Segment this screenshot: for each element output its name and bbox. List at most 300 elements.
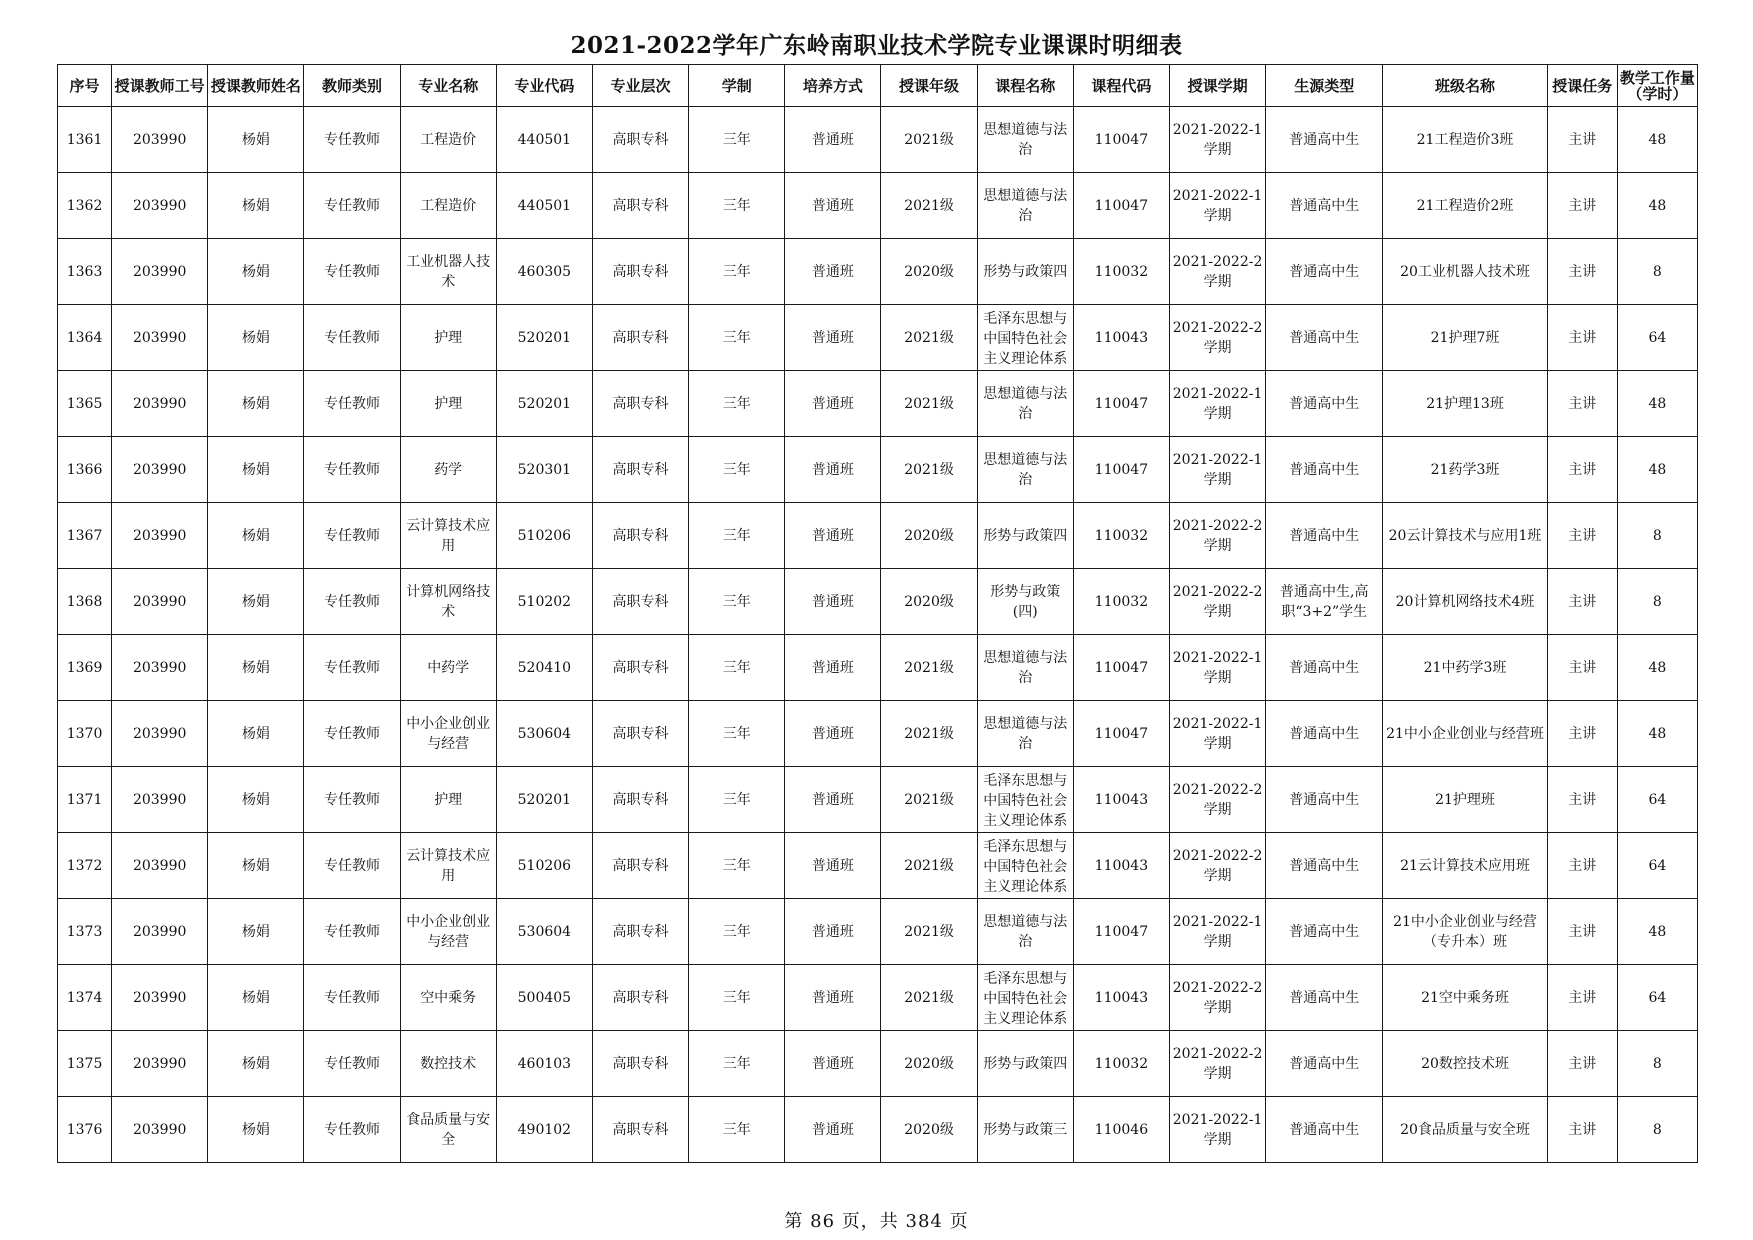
cell-course-code: 110032 xyxy=(1073,239,1169,305)
cell-teacher-id: 203990 xyxy=(112,833,208,899)
cell-teacher-category: 专任教师 xyxy=(304,1097,400,1163)
cell-major-code: 510206 xyxy=(496,833,592,899)
cell-schooling-length: 三年 xyxy=(689,437,785,503)
cell-grade: 2021级 xyxy=(881,965,977,1031)
course-name-text: 思想道德与法治 xyxy=(983,385,1068,422)
cell-course-name xyxy=(977,503,1073,569)
table-row xyxy=(58,437,1698,503)
cell-semester: 2021-2022-2学期 xyxy=(1169,569,1265,635)
cell-major-name: 护理 xyxy=(400,371,496,437)
cell-schooling-length: 三年 xyxy=(689,305,785,371)
cell-teacher-name: 杨娟 xyxy=(208,107,304,173)
cell-grade: 2021级 xyxy=(881,371,977,437)
cell-teaching-task: 主讲 xyxy=(1547,1031,1617,1097)
cell-grade: 2021级 xyxy=(881,767,977,833)
cell-semester: 2021-2022-2学期 xyxy=(1169,503,1265,569)
cell-workload-hours: 48 xyxy=(1617,899,1697,965)
cell-schooling-length: 三年 xyxy=(689,371,785,437)
table-row xyxy=(58,305,1698,371)
column-header-course-name: 课程名称 xyxy=(977,65,1073,107)
cell-major-name: 中小企业创业与经营 xyxy=(400,899,496,965)
cell-major-code: 520201 xyxy=(496,767,592,833)
cell-student-source: 普通高中生 xyxy=(1266,239,1383,305)
column-header-class-name: 班级名称 xyxy=(1383,65,1547,107)
table-row xyxy=(58,899,1698,965)
cell-schooling-length: 三年 xyxy=(689,899,785,965)
cell-class-name: 21中药学3班 xyxy=(1383,635,1547,701)
cell-serial-no: 1369 xyxy=(58,635,112,701)
cell-student-source: 普通高中生 xyxy=(1266,635,1383,701)
cell-teacher-category: 专任教师 xyxy=(304,305,400,371)
cell-major-level: 高职专科 xyxy=(592,305,688,371)
cell-student-source: 普通高中生 xyxy=(1266,965,1383,1031)
course-name-text: 毛泽东思想与中国特色社会主义理论体系 xyxy=(983,310,1068,367)
cell-workload-hours: 64 xyxy=(1617,965,1697,1031)
cell-course-name xyxy=(977,899,1073,965)
course-name-text: 形势与政策四 xyxy=(983,263,1068,280)
cell-student-source: 普通高中生 xyxy=(1266,701,1383,767)
cell-teacher-id: 203990 xyxy=(112,305,208,371)
cell-workload-hours: 8 xyxy=(1617,569,1697,635)
column-header-workload-hours: 教学工作量（学时） xyxy=(1617,65,1697,107)
cell-student-source: 普通高中生 xyxy=(1266,899,1383,965)
cell-schooling-length: 三年 xyxy=(689,503,785,569)
cell-major-level: 高职专科 xyxy=(592,635,688,701)
cell-teacher-id: 203990 xyxy=(112,899,208,965)
cell-serial-no: 1366 xyxy=(58,437,112,503)
course-name-text: 思想道德与法治 xyxy=(983,649,1068,686)
cell-class-name: 21中小企业创业与经营（专升本）班 xyxy=(1383,899,1547,965)
cell-grade: 2021级 xyxy=(881,701,977,767)
cell-class-name: 20云计算技术与应用1班 xyxy=(1383,503,1547,569)
cell-major-level: 高职专科 xyxy=(592,1031,688,1097)
cell-teaching-task: 主讲 xyxy=(1547,107,1617,173)
cell-course-name xyxy=(977,701,1073,767)
cell-teaching-task: 主讲 xyxy=(1547,899,1617,965)
course-name-text: 毛泽东思想与中国特色社会主义理论体系 xyxy=(983,838,1068,895)
cell-teaching-task: 主讲 xyxy=(1547,833,1617,899)
cell-course-code: 110043 xyxy=(1073,833,1169,899)
course-name-text: 思想道德与法治 xyxy=(983,913,1068,950)
column-header-teacher-name: 授课教师姓名 xyxy=(208,65,304,107)
cell-course-name xyxy=(977,1097,1073,1163)
cell-class-name: 21药学3班 xyxy=(1383,437,1547,503)
cell-course-name xyxy=(977,107,1073,173)
cell-serial-no: 1368 xyxy=(58,569,112,635)
cell-serial-no: 1361 xyxy=(58,107,112,173)
cell-serial-no: 1375 xyxy=(58,1031,112,1097)
cell-schooling-length: 三年 xyxy=(689,833,785,899)
cell-student-source: 普通高中生 xyxy=(1266,1031,1383,1097)
cell-teacher-name: 杨娟 xyxy=(208,1031,304,1097)
cell-major-name: 数控技术 xyxy=(400,1031,496,1097)
cell-major-name: 工程造价 xyxy=(400,173,496,239)
cell-teacher-name: 杨娟 xyxy=(208,701,304,767)
cell-course-code: 110046 xyxy=(1073,1097,1169,1163)
cell-teacher-name: 杨娟 xyxy=(208,239,304,305)
cell-course-name xyxy=(977,305,1073,371)
column-header-semester: 授课学期 xyxy=(1169,65,1265,107)
cell-major-name: 护理 xyxy=(400,767,496,833)
cell-teacher-name: 杨娟 xyxy=(208,305,304,371)
cell-teaching-task: 主讲 xyxy=(1547,503,1617,569)
cell-major-name: 中药学 xyxy=(400,635,496,701)
cell-student-source: 普通高中生,高职“3+2”学生 xyxy=(1266,569,1383,635)
cell-workload-hours: 48 xyxy=(1617,371,1697,437)
cell-grade: 2020级 xyxy=(881,503,977,569)
cell-semester: 2021-2022-1学期 xyxy=(1169,371,1265,437)
cell-teacher-name: 杨娟 xyxy=(208,635,304,701)
cell-student-source: 普通高中生 xyxy=(1266,1097,1383,1163)
table-body xyxy=(58,107,1698,1163)
table-row xyxy=(58,569,1698,635)
cell-course-name xyxy=(977,569,1073,635)
cell-student-source: 普通高中生 xyxy=(1266,107,1383,173)
cell-course-name xyxy=(977,767,1073,833)
cell-semester: 2021-2022-1学期 xyxy=(1169,107,1265,173)
cell-major-level: 高职专科 xyxy=(592,767,688,833)
table-row xyxy=(58,965,1698,1031)
cell-major-name: 云计算技术应用 xyxy=(400,833,496,899)
column-header-student-source: 生源类型 xyxy=(1266,65,1383,107)
cell-training-mode: 普通班 xyxy=(785,635,881,701)
cell-teacher-category: 专任教师 xyxy=(304,833,400,899)
cell-major-code: 530604 xyxy=(496,899,592,965)
cell-teacher-name: 杨娟 xyxy=(208,173,304,239)
cell-major-name: 工程造价 xyxy=(400,107,496,173)
cell-teacher-id: 203990 xyxy=(112,371,208,437)
cell-class-name: 21护理13班 xyxy=(1383,371,1547,437)
cell-semester: 2021-2022-2学期 xyxy=(1169,965,1265,1031)
cell-workload-hours: 48 xyxy=(1617,701,1697,767)
cell-teacher-category: 专任教师 xyxy=(304,767,400,833)
cell-major-code: 440501 xyxy=(496,173,592,239)
cell-major-level: 高职专科 xyxy=(592,701,688,767)
cell-teacher-name: 杨娟 xyxy=(208,965,304,1031)
cell-course-name xyxy=(977,965,1073,1031)
cell-grade: 2020级 xyxy=(881,1031,977,1097)
column-header-teacher-category: 教师类别 xyxy=(304,65,400,107)
cell-course-name xyxy=(977,1031,1073,1097)
cell-teacher-id: 203990 xyxy=(112,767,208,833)
cell-class-name: 21护理班 xyxy=(1383,767,1547,833)
cell-major-level: 高职专科 xyxy=(592,1097,688,1163)
cell-major-level: 高职专科 xyxy=(592,899,688,965)
cell-semester: 2021-2022-1学期 xyxy=(1169,701,1265,767)
cell-class-name: 21工程造价2班 xyxy=(1383,173,1547,239)
cell-grade: 2021级 xyxy=(881,305,977,371)
cell-class-name: 21工程造价3班 xyxy=(1383,107,1547,173)
cell-serial-no: 1364 xyxy=(58,305,112,371)
cell-teacher-category: 专任教师 xyxy=(304,899,400,965)
course-name-text: 思想道德与法治 xyxy=(983,715,1068,752)
cell-training-mode: 普通班 xyxy=(785,107,881,173)
cell-workload-hours: 8 xyxy=(1617,503,1697,569)
cell-teacher-name: 杨娟 xyxy=(208,767,304,833)
cell-course-code: 110043 xyxy=(1073,965,1169,1031)
cell-major-level: 高职专科 xyxy=(592,173,688,239)
cell-student-source: 普通高中生 xyxy=(1266,173,1383,239)
cell-teaching-task: 主讲 xyxy=(1547,701,1617,767)
cell-course-code: 110047 xyxy=(1073,437,1169,503)
cell-training-mode: 普通班 xyxy=(785,767,881,833)
page-title: 2021-2022学年广东岭南职业技术学院专业课课时明细表 xyxy=(570,32,1183,59)
column-header-major-code: 专业代码 xyxy=(496,65,592,107)
cell-serial-no: 1376 xyxy=(58,1097,112,1163)
cell-major-level: 高职专科 xyxy=(592,437,688,503)
cell-course-name xyxy=(977,437,1073,503)
course-name-text: 形势与政策四 xyxy=(983,527,1068,544)
cell-major-level: 高职专科 xyxy=(592,569,688,635)
column-header-major-name: 专业名称 xyxy=(400,65,496,107)
cell-major-name: 药学 xyxy=(400,437,496,503)
cell-training-mode: 普通班 xyxy=(785,173,881,239)
cell-serial-no: 1367 xyxy=(58,503,112,569)
cell-student-source: 普通高中生 xyxy=(1266,437,1383,503)
cell-schooling-length: 三年 xyxy=(689,1031,785,1097)
cell-training-mode: 普通班 xyxy=(785,1031,881,1097)
cell-teacher-id: 203990 xyxy=(112,701,208,767)
table-row xyxy=(58,635,1698,701)
cell-teacher-category: 专任教师 xyxy=(304,437,400,503)
cell-workload-hours: 8 xyxy=(1617,1031,1697,1097)
cell-grade: 2021级 xyxy=(881,833,977,899)
cell-course-name xyxy=(977,239,1073,305)
cell-training-mode: 普通班 xyxy=(785,503,881,569)
course-name-text: 毛泽东思想与中国特色社会主义理论体系 xyxy=(983,970,1068,1027)
cell-teaching-task: 主讲 xyxy=(1547,239,1617,305)
table-row xyxy=(58,767,1698,833)
cell-semester: 2021-2022-1学期 xyxy=(1169,635,1265,701)
cell-grade: 2020级 xyxy=(881,569,977,635)
cell-teacher-category: 专任教师 xyxy=(304,1031,400,1097)
cell-major-code: 490102 xyxy=(496,1097,592,1163)
cell-course-code: 110032 xyxy=(1073,503,1169,569)
table-row xyxy=(58,1097,1698,1163)
cell-major-code: 510202 xyxy=(496,569,592,635)
cell-major-level: 高职专科 xyxy=(592,239,688,305)
cell-major-level: 高职专科 xyxy=(592,503,688,569)
cell-teacher-id: 203990 xyxy=(112,1097,208,1163)
cell-major-name: 中小企业创业与经营 xyxy=(400,701,496,767)
cell-course-code: 110047 xyxy=(1073,107,1169,173)
course-name-text: 思想道德与法治 xyxy=(983,121,1068,158)
cell-major-name: 云计算技术应用 xyxy=(400,503,496,569)
cell-semester: 2021-2022-2学期 xyxy=(1169,305,1265,371)
cell-schooling-length: 三年 xyxy=(689,1097,785,1163)
cell-schooling-length: 三年 xyxy=(689,965,785,1031)
cell-major-code: 460103 xyxy=(496,1031,592,1097)
table-row xyxy=(58,173,1698,239)
cell-workload-hours: 48 xyxy=(1617,173,1697,239)
cell-workload-hours: 8 xyxy=(1617,239,1697,305)
cell-teacher-name: 杨娟 xyxy=(208,899,304,965)
cell-major-level: 高职专科 xyxy=(592,371,688,437)
page-number: 第 86 页，共 384 页 xyxy=(784,1211,969,1232)
cell-teaching-task: 主讲 xyxy=(1547,965,1617,1031)
cell-class-name: 21护理7班 xyxy=(1383,305,1547,371)
course-hours-table xyxy=(57,64,1698,1163)
cell-serial-no: 1370 xyxy=(58,701,112,767)
cell-workload-hours: 48 xyxy=(1617,437,1697,503)
cell-teaching-task: 主讲 xyxy=(1547,767,1617,833)
cell-semester: 2021-2022-2学期 xyxy=(1169,833,1265,899)
cell-serial-no: 1365 xyxy=(58,371,112,437)
cell-class-name: 21中小企业创业与经营班 xyxy=(1383,701,1547,767)
cell-training-mode: 普通班 xyxy=(785,239,881,305)
cell-class-name: 20数控技术班 xyxy=(1383,1031,1547,1097)
cell-major-code: 520201 xyxy=(496,305,592,371)
cell-major-code: 530604 xyxy=(496,701,592,767)
cell-semester: 2021-2022-2学期 xyxy=(1169,767,1265,833)
column-header-grade: 授课年级 xyxy=(881,65,977,107)
cell-major-code: 510206 xyxy=(496,503,592,569)
cell-grade: 2021级 xyxy=(881,173,977,239)
cell-teaching-task: 主讲 xyxy=(1547,569,1617,635)
cell-major-code: 440501 xyxy=(496,107,592,173)
table-row xyxy=(58,371,1698,437)
cell-teacher-category: 专任教师 xyxy=(304,173,400,239)
column-header-schooling-length: 学制 xyxy=(689,65,785,107)
cell-teacher-name: 杨娟 xyxy=(208,833,304,899)
cell-workload-hours: 64 xyxy=(1617,767,1697,833)
cell-teacher-category: 专任教师 xyxy=(304,371,400,437)
cell-workload-hours: 64 xyxy=(1617,833,1697,899)
cell-course-name xyxy=(977,635,1073,701)
cell-teaching-task: 主讲 xyxy=(1547,305,1617,371)
cell-schooling-length: 三年 xyxy=(689,635,785,701)
cell-teacher-id: 203990 xyxy=(112,239,208,305)
cell-teacher-name: 杨娟 xyxy=(208,1097,304,1163)
table-header-row xyxy=(58,65,1698,107)
cell-student-source: 普通高中生 xyxy=(1266,833,1383,899)
cell-teaching-task: 主讲 xyxy=(1547,1097,1617,1163)
cell-major-name: 食品质量与安全 xyxy=(400,1097,496,1163)
table-row xyxy=(58,833,1698,899)
cell-teacher-category: 专任教师 xyxy=(304,239,400,305)
cell-grade: 2021级 xyxy=(881,635,977,701)
cell-semester: 2021-2022-2学期 xyxy=(1169,239,1265,305)
cell-semester: 2021-2022-2学期 xyxy=(1169,1031,1265,1097)
cell-semester: 2021-2022-1学期 xyxy=(1169,1097,1265,1163)
cell-course-name xyxy=(977,371,1073,437)
cell-class-name: 21空中乘务班 xyxy=(1383,965,1547,1031)
cell-schooling-length: 三年 xyxy=(689,767,785,833)
cell-major-code: 460305 xyxy=(496,239,592,305)
cell-training-mode: 普通班 xyxy=(785,437,881,503)
cell-semester: 2021-2022-1学期 xyxy=(1169,437,1265,503)
cell-teacher-category: 专任教师 xyxy=(304,701,400,767)
cell-training-mode: 普通班 xyxy=(785,569,881,635)
cell-workload-hours: 48 xyxy=(1617,107,1697,173)
cell-student-source: 普通高中生 xyxy=(1266,371,1383,437)
column-header-major-level: 专业层次 xyxy=(592,65,688,107)
cell-class-name: 21云计算技术应用班 xyxy=(1383,833,1547,899)
cell-schooling-length: 三年 xyxy=(689,239,785,305)
cell-grade: 2021级 xyxy=(881,107,977,173)
cell-course-code: 110032 xyxy=(1073,569,1169,635)
table-row xyxy=(58,239,1698,305)
cell-schooling-length: 三年 xyxy=(689,107,785,173)
cell-major-name: 工业机器人技术 xyxy=(400,239,496,305)
cell-training-mode: 普通班 xyxy=(785,965,881,1031)
cell-course-code: 110047 xyxy=(1073,701,1169,767)
cell-grade: 2020级 xyxy=(881,1097,977,1163)
cell-teacher-id: 203990 xyxy=(112,569,208,635)
cell-training-mode: 普通班 xyxy=(785,899,881,965)
cell-teacher-id: 203990 xyxy=(112,107,208,173)
column-header-teacher-id: 授课教师工号 xyxy=(112,65,208,107)
cell-teaching-task: 主讲 xyxy=(1547,173,1617,239)
cell-teacher-id: 203990 xyxy=(112,965,208,1031)
table-row xyxy=(58,107,1698,173)
column-header-serial-no: 序号 xyxy=(58,65,112,107)
cell-course-name xyxy=(977,173,1073,239)
cell-teacher-id: 203990 xyxy=(112,503,208,569)
cell-teacher-id: 203990 xyxy=(112,635,208,701)
course-name-text: 思想道德与法治 xyxy=(983,451,1068,488)
cell-major-name: 计算机网络技术 xyxy=(400,569,496,635)
course-name-text: 形势与政策(四) xyxy=(990,583,1061,620)
cell-course-code: 110043 xyxy=(1073,305,1169,371)
cell-teacher-category: 专任教师 xyxy=(304,569,400,635)
cell-teacher-id: 203990 xyxy=(112,173,208,239)
cell-grade: 2021级 xyxy=(881,899,977,965)
cell-training-mode: 普通班 xyxy=(785,833,881,899)
cell-student-source: 普通高中生 xyxy=(1266,767,1383,833)
cell-semester: 2021-2022-1学期 xyxy=(1169,173,1265,239)
cell-training-mode: 普通班 xyxy=(785,701,881,767)
cell-class-name: 20计算机网络技术4班 xyxy=(1383,569,1547,635)
table-row xyxy=(58,503,1698,569)
course-name-text: 形势与政策三 xyxy=(983,1121,1068,1138)
cell-serial-no: 1374 xyxy=(58,965,112,1031)
cell-schooling-length: 三年 xyxy=(689,701,785,767)
cell-course-code: 110047 xyxy=(1073,173,1169,239)
cell-class-name: 20食品质量与安全班 xyxy=(1383,1097,1547,1163)
course-name-text: 毛泽东思想与中国特色社会主义理论体系 xyxy=(983,772,1068,829)
cell-major-level: 高职专科 xyxy=(592,965,688,1031)
cell-training-mode: 普通班 xyxy=(785,1097,881,1163)
cell-major-code: 520410 xyxy=(496,635,592,701)
cell-teacher-name: 杨娟 xyxy=(208,503,304,569)
cell-teacher-category: 专任教师 xyxy=(304,635,400,701)
table-row xyxy=(58,1031,1698,1097)
cell-teacher-id: 203990 xyxy=(112,1031,208,1097)
cell-teaching-task: 主讲 xyxy=(1547,371,1617,437)
cell-course-name xyxy=(977,833,1073,899)
cell-major-code: 500405 xyxy=(496,965,592,1031)
cell-major-level: 高职专科 xyxy=(592,833,688,899)
cell-major-level: 高职专科 xyxy=(592,107,688,173)
cell-major-name: 护理 xyxy=(400,305,496,371)
cell-student-source: 普通高中生 xyxy=(1266,305,1383,371)
cell-training-mode: 普通班 xyxy=(785,305,881,371)
cell-teacher-category: 专任教师 xyxy=(304,107,400,173)
cell-course-code: 110047 xyxy=(1073,371,1169,437)
cell-teacher-name: 杨娟 xyxy=(208,371,304,437)
cell-training-mode: 普通班 xyxy=(785,371,881,437)
cell-serial-no: 1362 xyxy=(58,173,112,239)
cell-workload-hours: 48 xyxy=(1617,635,1697,701)
cell-course-code: 110032 xyxy=(1073,1031,1169,1097)
cell-grade: 2021级 xyxy=(881,437,977,503)
cell-student-source: 普通高中生 xyxy=(1266,503,1383,569)
cell-teaching-task: 主讲 xyxy=(1547,635,1617,701)
column-header-teaching-task: 授课任务 xyxy=(1547,65,1617,107)
table-row xyxy=(58,701,1698,767)
cell-class-name: 20工业机器人技术班 xyxy=(1383,239,1547,305)
